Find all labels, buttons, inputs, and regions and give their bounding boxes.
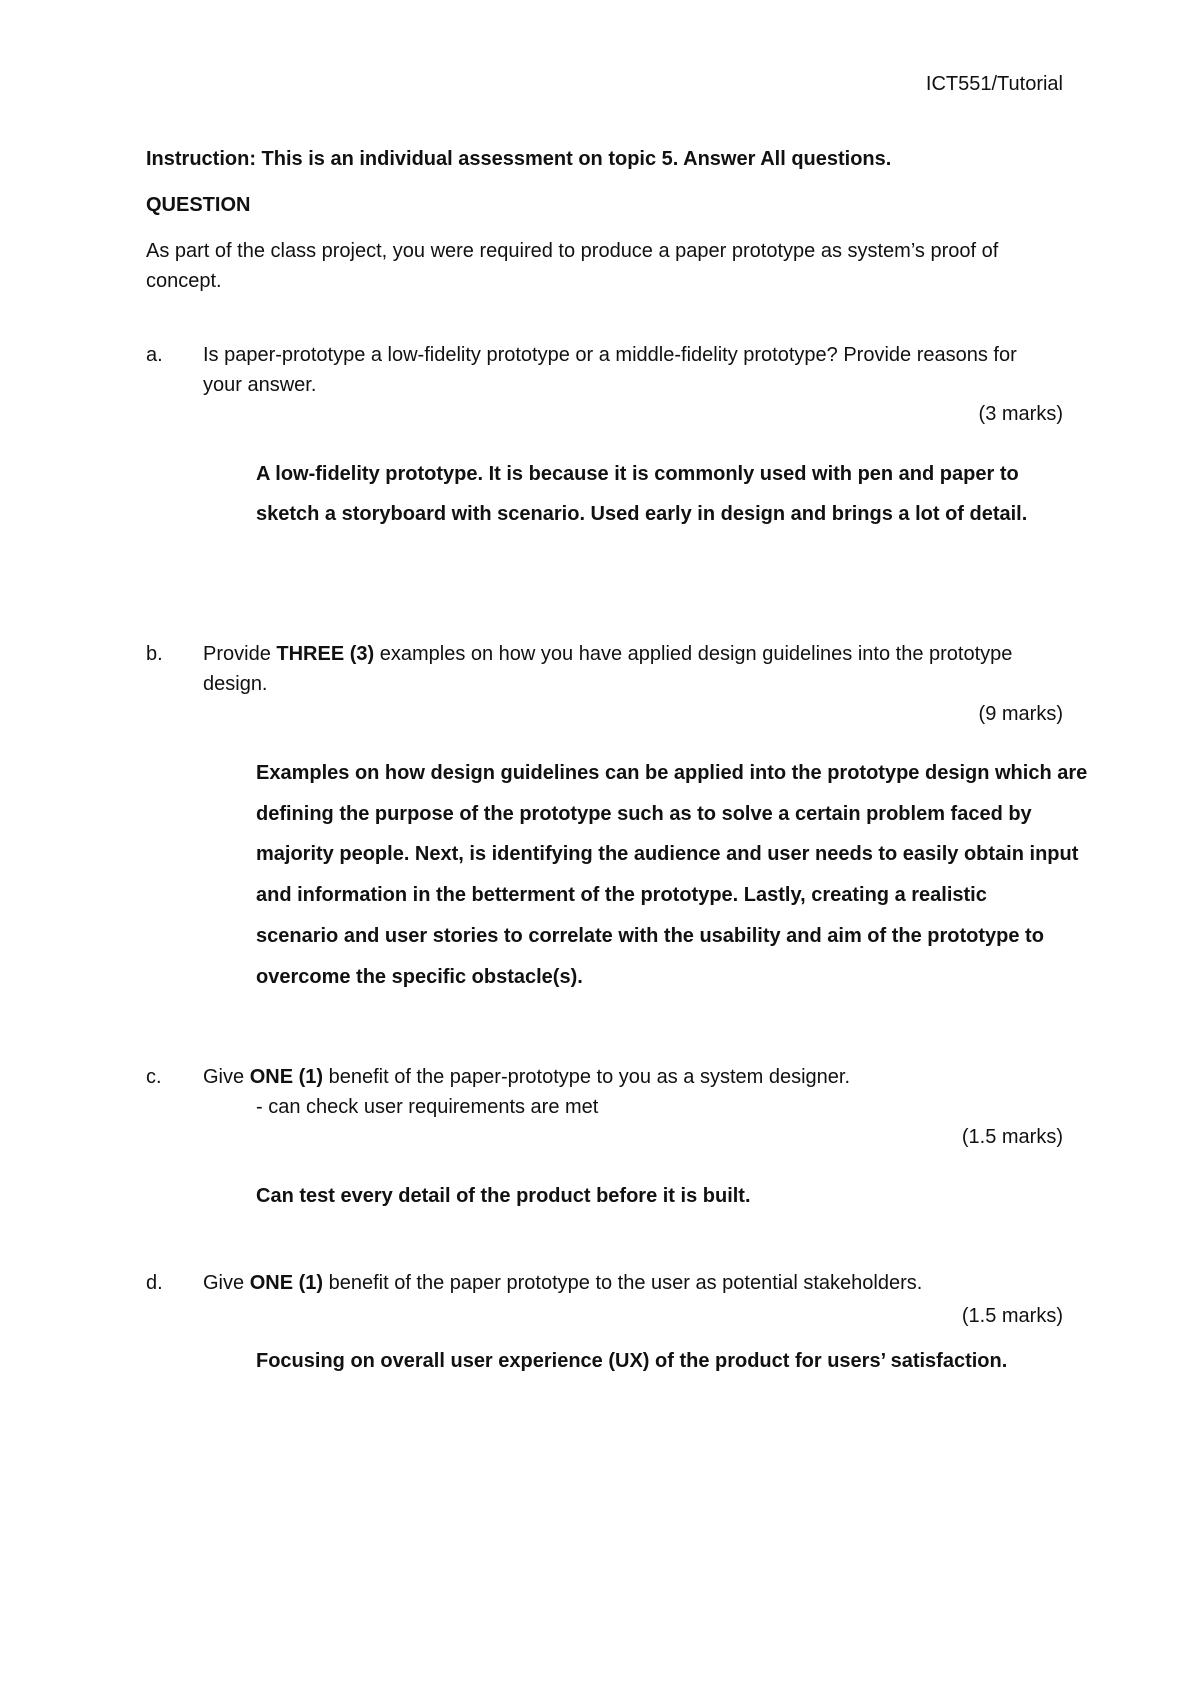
question-b-marks: (9 marks) — [978, 703, 1063, 725]
answer-b-line: scenario and user stories to correlate with the usability and aim of the prototype to — [256, 925, 1044, 947]
question-a-label: a. — [146, 344, 163, 366]
intro-line: concept. — [146, 270, 222, 292]
question-a-text: your answer. — [203, 374, 317, 396]
question-c-label: c. — [146, 1066, 162, 1088]
intro-line: As part of the class project, you were required to produce a paper prototype as system’s proof of — [146, 240, 999, 262]
answer-b-line: and information in the betterment of the prototype. Lastly, creating a realistic — [256, 884, 987, 906]
question-c-note: - can check user requirements are met — [256, 1096, 599, 1118]
answer-a-line: sketch a storyboard with scenario. Used early in design and brings a lot of detail. — [256, 503, 1028, 525]
answer-d-line: Focusing on overall user experience (UX) of the product for users’ satisfaction. — [256, 1350, 1008, 1372]
question-d-text: Give ONE (1) benefit of the paper prototype to the user as potential stakeholders. — [203, 1272, 923, 1294]
question-d-marks: (1.5 marks) — [961, 1305, 1063, 1327]
question-c-text: Give ONE (1) benefit of the paper-prototype to you as a system designer. — [203, 1066, 851, 1088]
page-header: ICT551/Tutorial — [925, 73, 1063, 95]
answer-b-line: majority people. Next, is identifying the audience and user needs to easily obtain input — [256, 843, 1079, 865]
answer-b-line: Examples on how design guidelines can be applied into the prototype design which are — [256, 762, 1088, 784]
answer-a-line: A low-fidelity prototype. It is because it is commonly used with pen and paper to — [256, 463, 1019, 485]
question-d-label: d. — [146, 1272, 163, 1294]
question-b-text: Provide THREE (3) examples on how you have applied design guidelines into the prototype — [203, 643, 1013, 665]
answer-b-line: overcome the specific obstacle(s). — [256, 966, 583, 988]
question-c-marks: (1.5 marks) — [961, 1126, 1063, 1148]
question-heading: QUESTION — [146, 194, 251, 216]
instruction-text: Instruction: This is an individual assessment on topic 5. Answer All questions. — [146, 148, 892, 170]
answer-c-line: Can test every detail of the product before it is built. — [256, 1185, 751, 1207]
question-b-label: b. — [146, 643, 163, 665]
question-b-text: design. — [203, 673, 268, 695]
question-a-text: Is paper-prototype a low-fidelity prototype or a middle-fidelity prototype? Provide reasons for — [203, 344, 1017, 366]
answer-b-line: defining the purpose of the prototype such as to solve a certain problem faced by — [256, 803, 1032, 825]
question-a-marks: (3 marks) — [978, 403, 1063, 425]
